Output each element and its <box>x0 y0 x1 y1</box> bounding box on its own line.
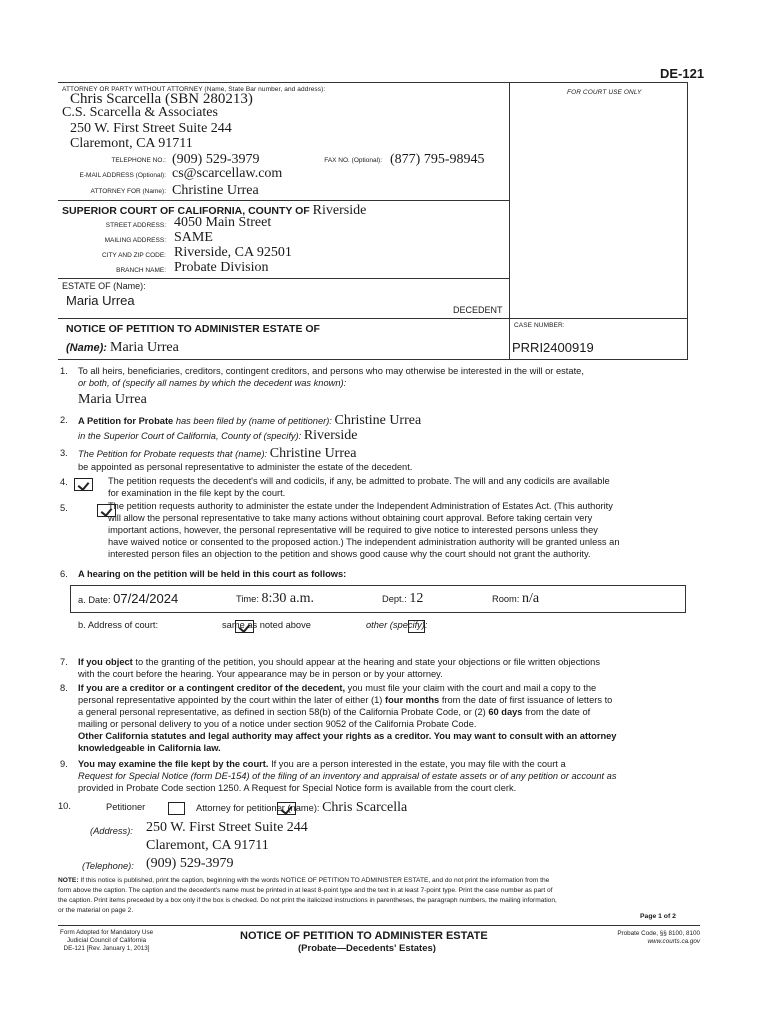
hearing-time-row <box>236 593 314 605</box>
city-label: CITY AND ZIP CODE: <box>101 252 166 259</box>
item-9-number: 9. <box>60 759 68 769</box>
item-5-number: 5. <box>60 503 68 513</box>
item-5-line-1: will allow the personal representative to take many actions without obtaining court approval. Before taking certain very <box>108 513 593 523</box>
item-8-line6: knowledgeable in California law. <box>78 743 221 753</box>
address-label: (Address): <box>90 826 133 836</box>
item-8-line2-text: personal representative appointed by the court within the later of either (1) <box>78 695 383 705</box>
item-3-name: Christine Urrea <box>269 446 357 461</box>
footer-rule <box>58 925 700 926</box>
fax-value: (877) 795-98945 <box>390 152 485 167</box>
notice-top-rule <box>58 318 688 319</box>
item-2-number: 2. <box>60 415 68 425</box>
court-heading-text: SUPERIOR COURT OF CALIFORNIA, COUNTY OF <box>62 205 310 217</box>
item-4-number: 4. <box>60 477 68 487</box>
item-8-number: 8. <box>60 683 68 693</box>
attorney-for-label: ATTORNEY FOR (Name): <box>90 188 166 195</box>
item-1-name: Maria Urrea <box>78 392 147 407</box>
notice-name-label: (Name): <box>66 342 107 354</box>
branch-label: BRANCH NAME: <box>116 267 166 274</box>
note-line1: If this notice is published, print the caption, beginning with the words NOTICE OF PETITION TO ADMINISTER ESTATE, and do not print the information from the <box>80 877 550 884</box>
telephone-footer-label: (Telephone): <box>82 861 134 871</box>
item-6-number: 6. <box>60 569 68 579</box>
item-8-text: you must file your claim with the court and mail a copy to the <box>347 683 597 693</box>
item-7-text2: with the court before the hearing. Your appearance may be in person or by your attorney. <box>78 669 443 679</box>
hearing-room: n/a <box>521 591 540 606</box>
item-2-line <box>78 415 421 427</box>
note <box>58 876 698 916</box>
attorney-petitioner-label: Attorney for petitioner (name): <box>196 803 320 813</box>
note-line2: form above the caption. The caption and the decedent's name must be printed in at least 8-point type and the text in at least 7-point type. Print the case number as part of <box>58 887 553 894</box>
item-2-county: Riverside <box>303 428 358 443</box>
header-top-rule <box>58 82 688 83</box>
item-8-line2b: from the date of first issuance of letters to <box>441 695 613 705</box>
item-5-line-0: The petition requests authority to administer the estate under the Independent Administration of Estates Act. (This authority <box>108 501 613 511</box>
telephone-label: TELEPHONE NO.: <box>111 157 166 164</box>
footer-adopted2: Judicial Council of California <box>67 937 147 944</box>
item-8-line5: Other California statutes and legal authority may affect your rights as a creditor. You may want to consult with an attorney <box>78 731 617 741</box>
decedent-label: DECEDENT <box>453 305 503 315</box>
item-8-line1 <box>78 683 596 694</box>
item-3-text: The Petition for Probate requests that (name): <box>78 449 268 459</box>
item-8-bold: If you are a creditor or a contingent creditor of the decedent, <box>78 683 346 693</box>
hearing-dept-label: Dept.: <box>382 594 407 604</box>
attorney-row <box>196 802 407 814</box>
attorney-address1: 250 W. First Street Suite 244 <box>70 121 232 136</box>
mailing-label: MAILING ADDRESS: <box>104 237 166 244</box>
telephone-value: (909) 529-3979 <box>172 152 260 167</box>
case-number: PRRI2400919 <box>512 340 594 355</box>
item-2-county-text: in the Superior Court of California, County of (specify): <box>78 431 302 441</box>
footer-adopted1: Form Adopted for Mandatory Use <box>60 929 154 936</box>
item-8-line3 <box>78 707 590 718</box>
court-county: Riverside <box>312 203 367 218</box>
item-2-mid: has been filed by (name of petitioner): <box>175 416 332 426</box>
item-2-prefix: A Petition for Probate <box>78 416 174 426</box>
footer-title: NOTICE OF PETITION TO ADMINISTER ESTATE <box>240 930 488 942</box>
notice-title: NOTICE OF PETITION TO ADMINISTER ESTATE OF <box>66 323 320 335</box>
note-bold: NOTE: <box>58 877 79 884</box>
estate-name: Maria Urrea <box>66 293 135 308</box>
item-3-text2: be appointed as personal representative to administer the estate of the decedent. <box>78 462 413 472</box>
city-value: Riverside, CA 92501 <box>174 245 292 260</box>
estate-label: ESTATE OF (Name): <box>62 281 146 291</box>
item-7-number: 7. <box>60 657 68 667</box>
item-5-line-3: have waived notice or consented to the proposed action.) The independent administration authority will be granted unless an <box>108 537 620 547</box>
case-number-label: CASE NUMBER: <box>514 322 565 329</box>
notice-name: Maria Urrea <box>110 340 179 355</box>
form-id: DE-121 <box>660 66 705 81</box>
estate-top-rule <box>58 278 510 279</box>
footer-url: www.courts.ca.gov <box>647 938 700 945</box>
item-8-line3a: a general personal representative, as defined in section 58(b) of the California Probate Code, or (2) <box>78 707 486 717</box>
item-5-line-4: interested person files an objection to the petition and shows good cause why the court should not grant the authority. <box>108 549 591 559</box>
attorney-label: ATTORNEY OR PARTY WITHOUT ATTORNEY (Name, State Bar number, and address): <box>62 86 326 93</box>
item-8-line2 <box>78 695 612 706</box>
item-2-county-line <box>78 430 357 442</box>
other-label: other (specify): <box>366 620 428 630</box>
item-8-60-days: 60 days <box>488 707 523 717</box>
attorney-address2: Claremont, CA 91711 <box>70 136 193 151</box>
hearing-date-row <box>78 593 178 606</box>
petitioner-checkbox[interactable] <box>168 802 185 815</box>
item-4-checkbox[interactable] <box>74 478 93 491</box>
same-as-noted-label: same as noted above <box>222 620 311 630</box>
note-line3: the caption. Print items preceded by a box only if the box is checked. Do not print the italicized instructions in parentheses, the paragraph numbers, the mailing information, <box>58 897 557 904</box>
item-4-text2: for examination in the file kept by the court. <box>108 488 286 498</box>
fax-label: FAX NO. (Optional): <box>324 157 382 164</box>
firm-name: C.S. Scarcella & Associates <box>62 105 218 120</box>
hearing-room-label: Room: <box>492 594 520 604</box>
item-9-line2: Request for Special Notice (form DE-154) of the filing of an inventory and appraisal of estate assets or of any petition or account as <box>78 771 617 781</box>
item-9-text: If you are a person interested in the estate, you may file with the court a <box>271 759 566 769</box>
court-use-label: FOR COURT USE ONLY <box>567 89 642 96</box>
attorney-name: Chris Scarcella (SBN 280213) <box>70 91 253 107</box>
item-1-number: 1. <box>60 366 68 376</box>
item-8-line4: mailing or personal delivery to you of a notice under section 9052 of the California Probate Code. <box>78 719 477 729</box>
item-9-bold: You may examine the file kept by the court. <box>78 759 269 769</box>
item-9-line1 <box>78 759 566 770</box>
item-7-text: to the granting of the petition, you should appear at the hearing and state your objections or file written objections <box>135 657 600 667</box>
email-label: E-MAIL ADDRESS (Optional): <box>79 172 166 179</box>
telephone-footer: (909) 529-3979 <box>146 856 234 871</box>
item-2-petitioner: Christine Urrea <box>334 413 422 428</box>
footer-code: Probate Code, §§ 8100, 8100 <box>617 930 700 937</box>
item-1-text: To all heirs, beneficiaries, creditors, contingent creditors, and persons who may otherwise be interested in the will or estate, <box>78 366 584 376</box>
item-5-line-2: important actions, however, the personal representative will be required to give notice to interested persons unless they <box>108 525 598 535</box>
hearing-time: 8:30 a.m. <box>261 591 314 606</box>
page-number: Page 1 of 2 <box>640 913 676 920</box>
attorney-for-value: Christine Urrea <box>172 183 259 198</box>
item-1-text2: or both, of (specify all names by which the decedent was known): <box>78 378 347 388</box>
item-9-line3: provided in Probate Code section 1250. A Request for Special Notice form is available from the court clerk. <box>78 783 517 793</box>
address-of-court-label: b. Address of court: <box>78 620 159 630</box>
footer-adopted3: DE-121 [Rev. January 1, 2013] <box>63 945 150 952</box>
footer-adopted <box>60 929 153 953</box>
attorney-petitioner-name: Chris Scarcella <box>322 800 408 815</box>
street-value: 4050 Main Street <box>174 215 272 230</box>
item-6-text: A hearing on the petition will be held in this court as follows: <box>78 569 347 579</box>
item-8-line3b: from the date of <box>525 707 591 717</box>
item-8-four-months: four months <box>385 695 440 705</box>
hearing-dept-row <box>382 593 423 605</box>
petitioner-label: Petitioner <box>106 802 146 812</box>
street-label: STREET ADDRESS: <box>105 222 166 229</box>
attorney-address1-footer: 250 W. First Street Suite 244 <box>146 820 308 835</box>
note-line4: or the material on page 2. <box>58 907 134 914</box>
item-10-number: 10. <box>58 801 71 811</box>
hearing-dept: 12 <box>409 591 424 606</box>
notice-bottom-rule <box>58 359 688 360</box>
item-7-line <box>78 657 600 668</box>
footer-subtitle: (Probate—Decedents' Estates) <box>298 943 436 954</box>
hearing-date-label: a. Date: <box>78 595 111 605</box>
branch-value: Probate Division <box>174 260 269 275</box>
item-3-line <box>78 448 356 460</box>
email-value: cs@scarcellaw.com <box>172 166 283 181</box>
footer-code-block <box>606 930 700 946</box>
attorney-address2-footer: Claremont, CA 91711 <box>146 838 269 853</box>
hearing-room-row <box>492 593 539 605</box>
hearing-time-label: Time: <box>236 594 259 604</box>
item-4-text: The petition requests the decedent's will and codicils, if any, be admitted to probate. The will and any codicils are available <box>108 476 610 486</box>
item-7-bold: If you object <box>78 657 133 667</box>
notice-name-row <box>66 340 179 356</box>
court-top-rule <box>58 200 510 201</box>
item-3-number: 3. <box>60 448 68 458</box>
mailing-value: SAME <box>174 230 213 245</box>
hearing-date: 07/24/2024 <box>113 591 179 606</box>
